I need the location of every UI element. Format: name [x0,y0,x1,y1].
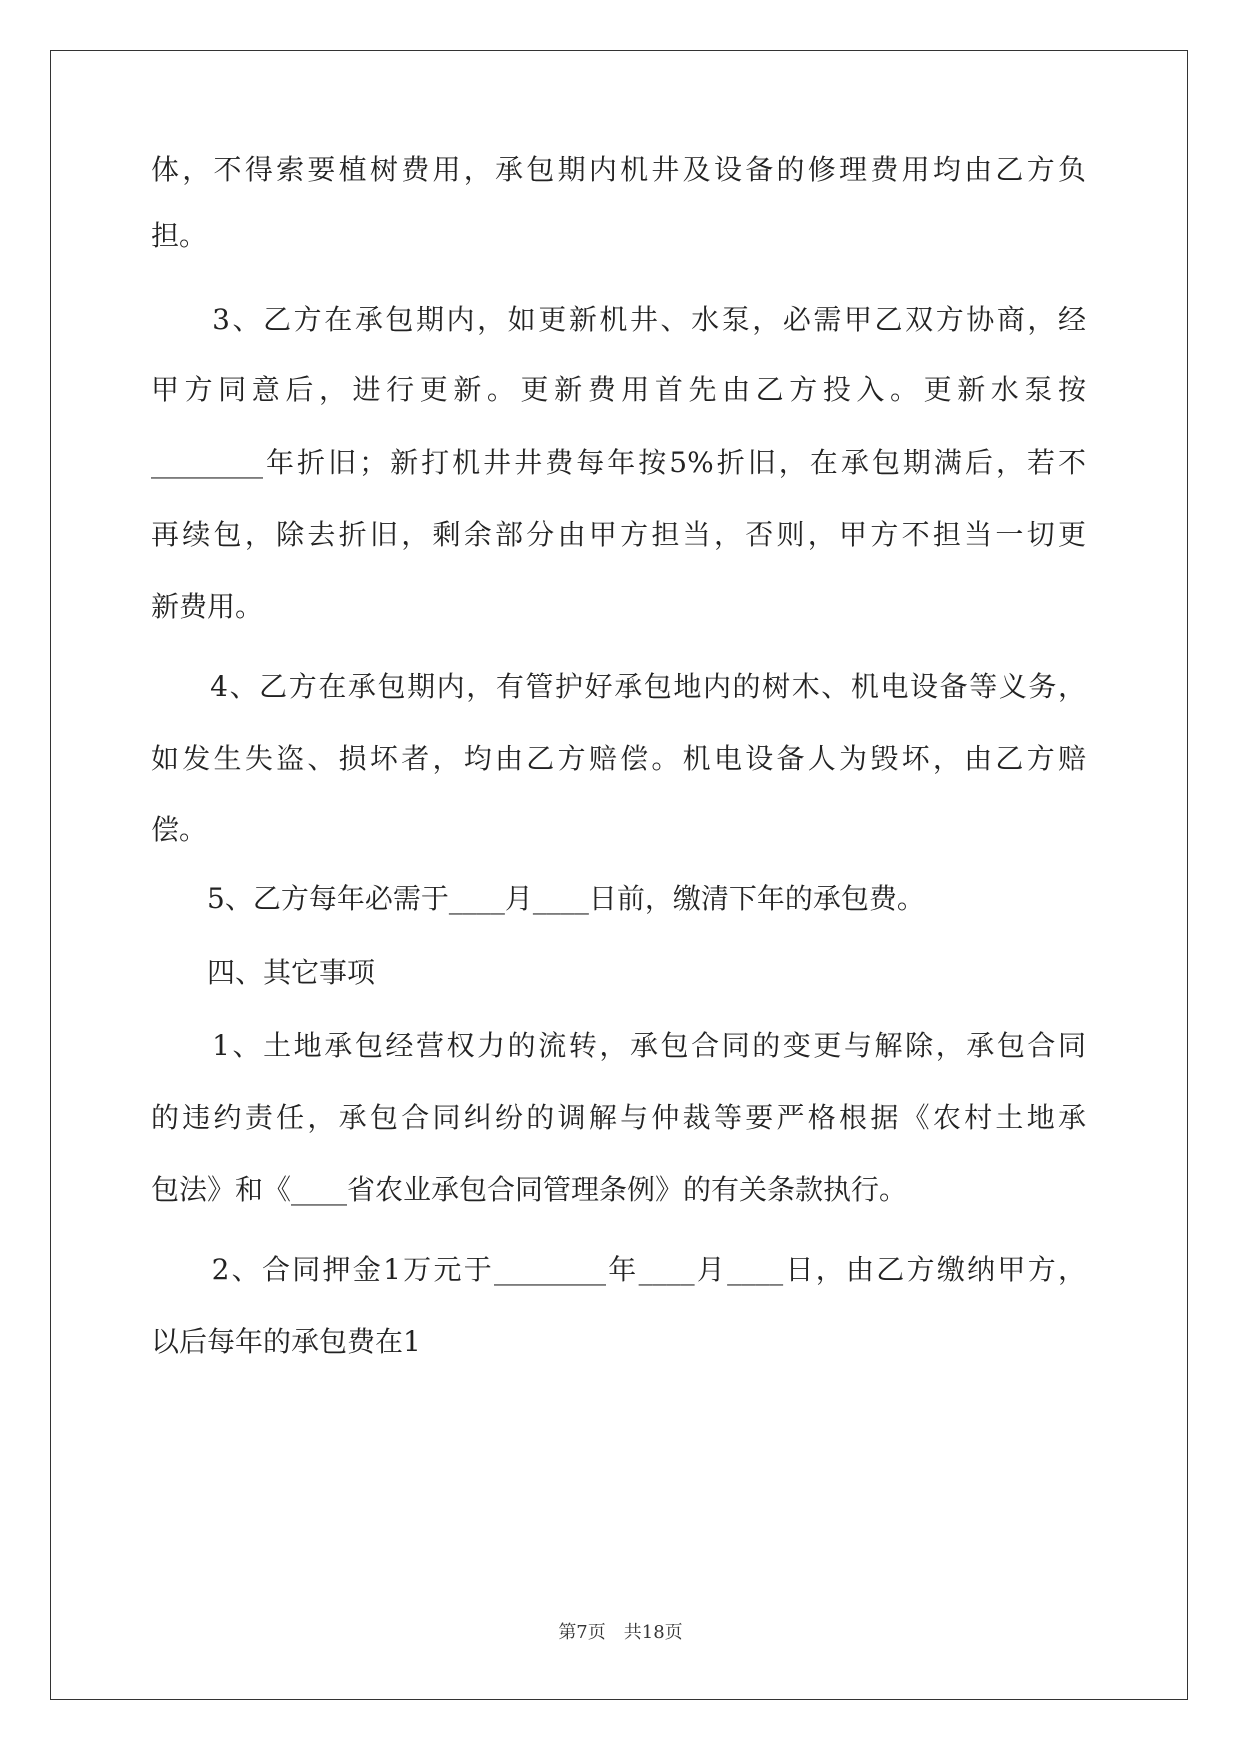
text-line: 如发生失盗、损坏者，均由乙方赔偿。机电设备人为毁坏，由乙方赔 [151,742,1086,775]
page-footer: 第7页 共18页 [558,1622,683,1643]
text-line: 1、土地承包经营权力的流转，承包合同的变更与解除，承包合同 [151,1029,1086,1062]
text-line: 体，不得索要植树费用，承包期内机井及设备的修理费用均由乙方负 [151,153,1086,186]
text-line: 的违约责任，承包合同纠纷的调解与仲裁等要严格根据《农村土地承 [151,1101,1086,1134]
text-line: 担。 [151,219,208,252]
text-line: 包法》和《____省农业承包合同管理条例》的有关条款执行。 [151,1173,908,1206]
text-line: 再续包，除去折旧，剩余部分由甲方担当，否则，甲方不担当一切更 [151,518,1086,551]
text-line: 偿。 [151,813,208,846]
text-line: 甲方同意后，进行更新。更新费用首先由乙方投入。更新水泵按 [151,373,1086,406]
text-line: 5、乙方每年必需于____月____日前，缴清下年的承包费。 [151,882,925,915]
page-border [50,50,1188,1700]
text-line: 2、合同押金1万元于________年____月____日，由乙方缴纳甲方， [151,1253,1086,1286]
text-line: 3、乙方在承包期内，如更新机井、水泵，必需甲乙双方协商，经 [151,303,1086,336]
text-line: ________年折旧；新打机井井费每年按5%折旧，在承包期满后，若不 [151,446,1086,479]
text-line: 4、乙方在承包期内，有管护好承包地内的树木、机电设备等义务， [151,670,1086,703]
text-line: 以后每年的承包费在1 [151,1325,421,1358]
section-heading: 四、其它事项 [151,956,376,989]
text-line: 新费用。 [151,590,264,623]
